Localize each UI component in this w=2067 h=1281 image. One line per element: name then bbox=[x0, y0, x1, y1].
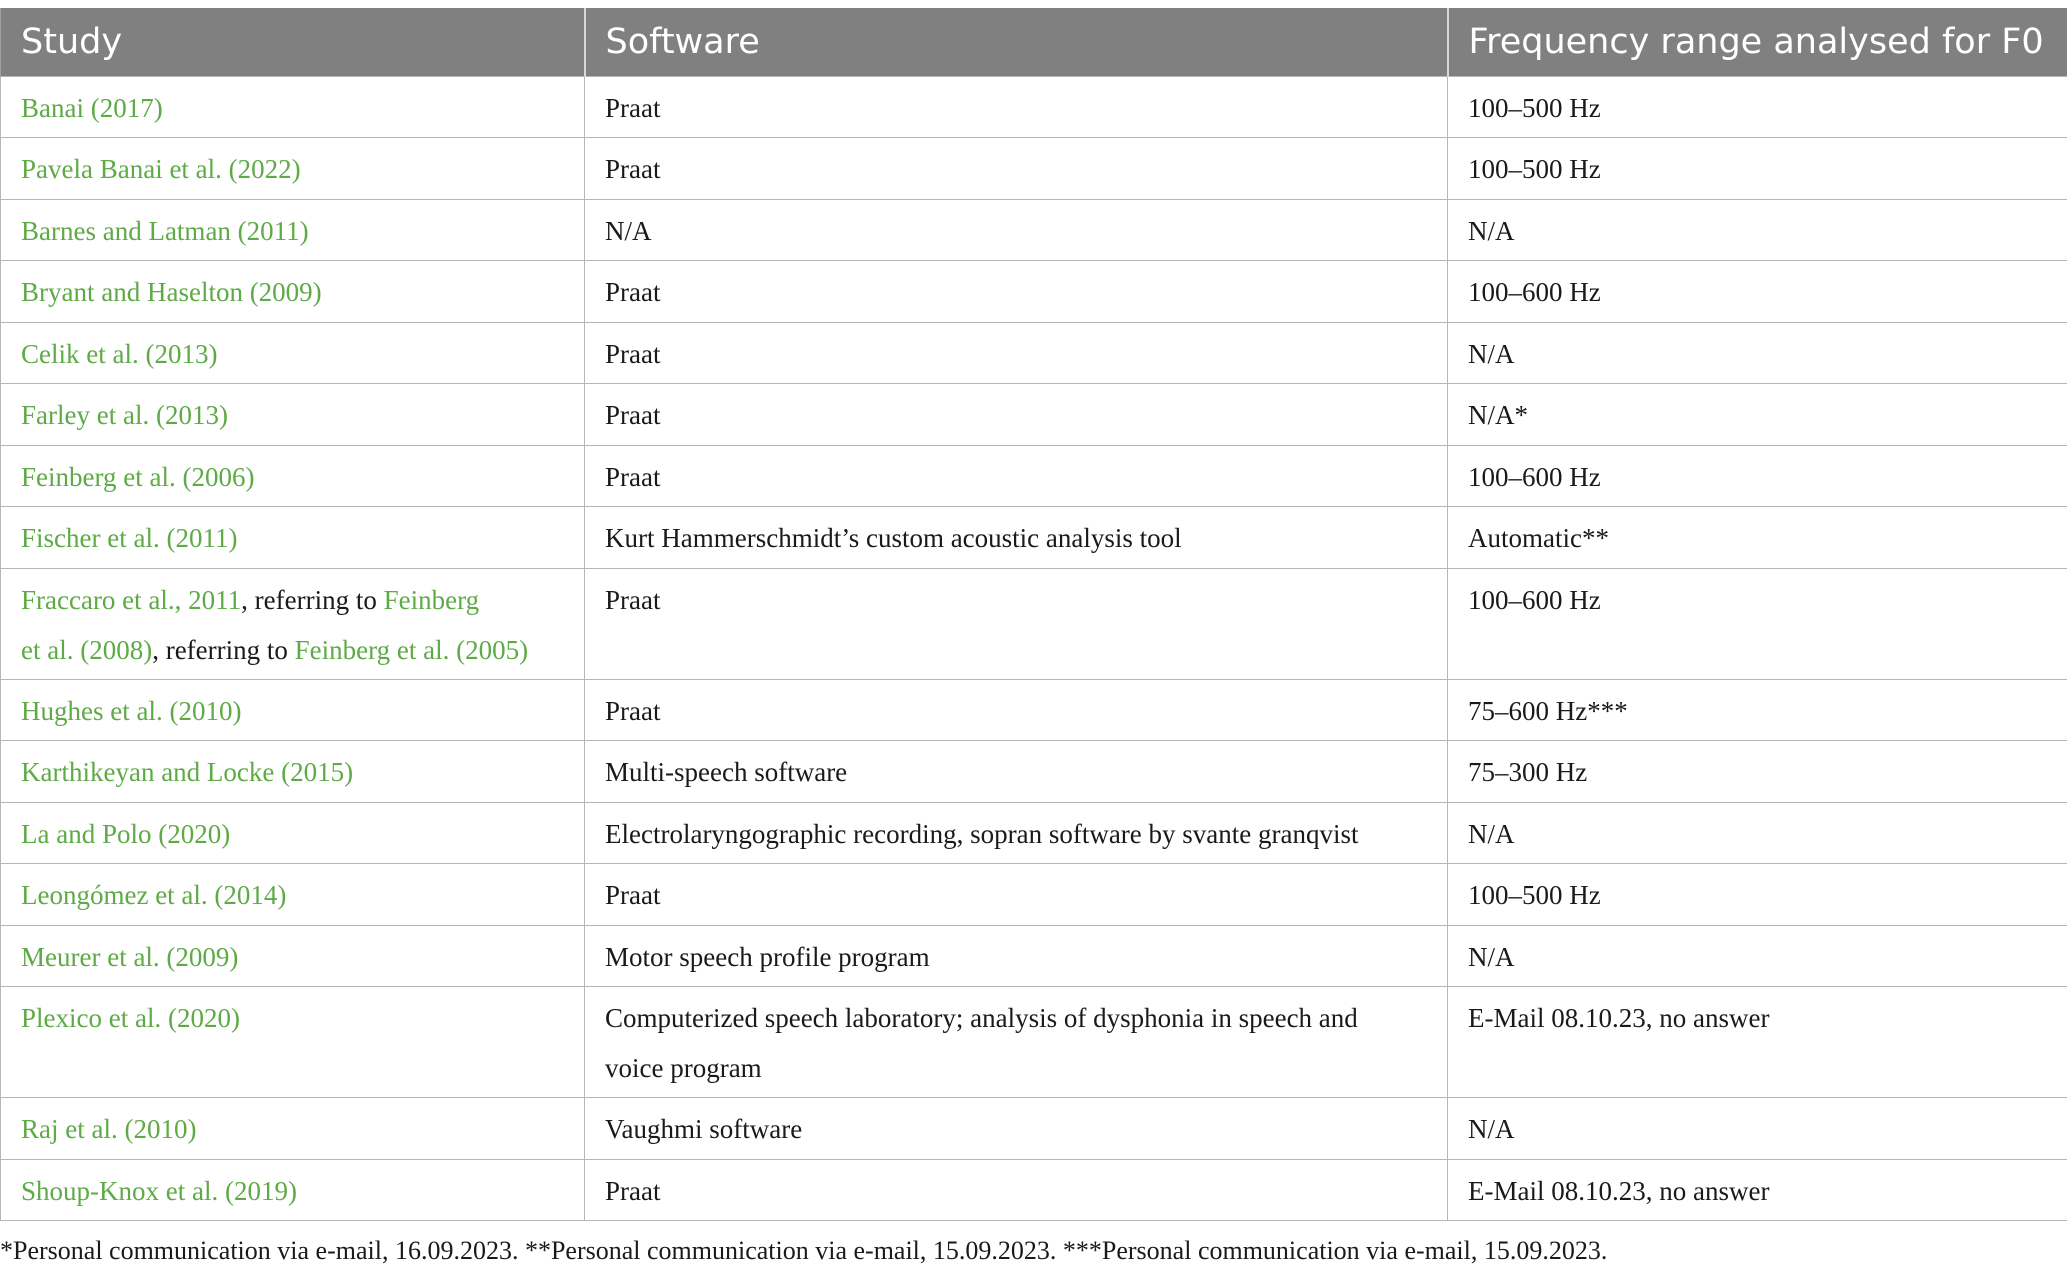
study-link[interactable]: Hughes et al. (2010) bbox=[1, 679, 585, 741]
table-header-row bbox=[1, 8, 2067, 76]
software-cell: Praat bbox=[585, 76, 1448, 138]
study-link[interactable]: Raj et al. (2010) bbox=[1, 1098, 585, 1160]
range-cell: N/A bbox=[1448, 925, 2067, 987]
study-link[interactable]: Meurer et al. (2009) bbox=[1, 925, 585, 987]
range-cell: 100–500 Hz bbox=[1448, 138, 2067, 200]
range-cell: E-Mail 08.10.23, no answer bbox=[1448, 1159, 2067, 1221]
table-row bbox=[1, 679, 2067, 741]
table-row bbox=[1, 864, 2067, 926]
header-software: Software bbox=[585, 8, 1448, 76]
software-line-2: voice program bbox=[605, 1053, 762, 1083]
software-cell: N/A bbox=[585, 199, 1448, 261]
software-cell: Praat bbox=[585, 568, 1448, 679]
range-cell: 100–600 Hz bbox=[1448, 445, 2067, 507]
software-cell: Praat bbox=[585, 384, 1448, 446]
study-link[interactable]: Bryant and Haselton (2009) bbox=[1, 261, 585, 323]
software-cell-multi bbox=[585, 987, 1448, 1098]
study-link[interactable]: Fischer et al. (2011) bbox=[1, 507, 585, 569]
software-cell: Praat bbox=[585, 864, 1448, 926]
header-study: Study bbox=[1, 8, 585, 76]
table-row bbox=[1, 261, 2067, 323]
study-cell-multi bbox=[1, 568, 585, 679]
table-row bbox=[1, 76, 2067, 138]
software-cell: Praat bbox=[585, 322, 1448, 384]
table-row bbox=[1, 1159, 2067, 1221]
range-cell: 100–600 Hz bbox=[1448, 568, 2067, 679]
table-row bbox=[1, 741, 2067, 803]
study-link-feinberg-2008-part2[interactable]: et al. (2008) bbox=[21, 634, 153, 665]
table-row bbox=[1, 138, 2067, 200]
data-table-container bbox=[0, 8, 2067, 1221]
software-cell: Praat bbox=[585, 445, 1448, 507]
study-link[interactable]: Karthikeyan and Locke (2015) bbox=[1, 741, 585, 803]
study-link-feinberg-2008-part1[interactable]: Feinberg bbox=[383, 584, 480, 615]
range-cell: 75–600 Hz*** bbox=[1448, 679, 2067, 741]
study-link-feinberg-2005[interactable]: Feinberg et al. (2005) bbox=[294, 634, 529, 665]
table-row bbox=[1, 925, 2067, 987]
study-link[interactable]: Pavela Banai et al. (2022) bbox=[1, 138, 585, 200]
range-cell: E-Mail 08.10.23, no answer bbox=[1448, 987, 2067, 1098]
range-cell: N/A bbox=[1448, 322, 2067, 384]
software-cell: Electrolaryngographic recording, sopran software by svante granqvist bbox=[585, 802, 1448, 864]
table-row bbox=[1, 568, 2067, 679]
table-row bbox=[1, 1098, 2067, 1160]
study-link[interactable]: Feinberg et al. (2006) bbox=[1, 445, 585, 507]
software-cell: Kurt Hammerschmidt’s custom acoustic analysis tool bbox=[585, 507, 1448, 569]
software-cell: Multi-speech software bbox=[585, 741, 1448, 803]
study-link[interactable]: Farley et al. (2013) bbox=[1, 384, 585, 446]
header-frequency-range: Frequency range analysed for F0 bbox=[1448, 8, 2067, 76]
software-cell: Praat bbox=[585, 261, 1448, 323]
software-cell: Vaughmi software bbox=[585, 1098, 1448, 1160]
range-cell: N/A* bbox=[1448, 384, 2067, 446]
study-link[interactable]: Banai (2017) bbox=[1, 76, 585, 138]
study-link-fraccaro[interactable]: Fraccaro et al., 2011 bbox=[21, 584, 242, 615]
range-cell: 100–500 Hz bbox=[1448, 864, 2067, 926]
software-cell: Praat bbox=[585, 679, 1448, 741]
study-link[interactable]: Leongómez et al. (2014) bbox=[1, 864, 585, 926]
table-row bbox=[1, 384, 2067, 446]
table-row bbox=[1, 507, 2067, 569]
range-cell: 100–500 Hz bbox=[1448, 76, 2067, 138]
study-link[interactable]: Celik et al. (2013) bbox=[1, 322, 585, 384]
range-cell: 100–600 Hz bbox=[1448, 261, 2067, 323]
range-cell: N/A bbox=[1448, 802, 2067, 864]
table-row bbox=[1, 987, 2067, 1098]
study-link[interactable]: Plexico et al. (2020) bbox=[1, 987, 585, 1098]
referring-text: , referring to bbox=[241, 584, 384, 615]
range-cell: N/A bbox=[1448, 1098, 2067, 1160]
table-row bbox=[1, 199, 2067, 261]
range-cell: 75–300 Hz bbox=[1448, 741, 2067, 803]
software-line-1: Computerized speech laboratory; analysis of dysphonia in speech and bbox=[605, 1003, 1358, 1033]
table-row bbox=[1, 445, 2067, 507]
software-cell: Praat bbox=[585, 138, 1448, 200]
table-footnote: *Personal communication via e-mail, 16.09.2023. **Personal communication via e-mail, 15.09.2023. ***Personal communication via e-mail, 15.09.2023. bbox=[0, 1236, 1608, 1265]
table-row bbox=[1, 802, 2067, 864]
table-row bbox=[1, 322, 2067, 384]
software-cell: Praat bbox=[585, 1159, 1448, 1221]
study-link[interactable]: La and Polo (2020) bbox=[1, 802, 585, 864]
study-software-table bbox=[0, 8, 2067, 1221]
referring-text: , referring to bbox=[152, 634, 295, 665]
study-link[interactable]: Barnes and Latman (2011) bbox=[1, 199, 585, 261]
range-cell: Automatic** bbox=[1448, 507, 2067, 569]
software-cell: Motor speech profile program bbox=[585, 925, 1448, 987]
range-cell: N/A bbox=[1448, 199, 2067, 261]
study-link[interactable]: Shoup-Knox et al. (2019) bbox=[1, 1159, 585, 1221]
